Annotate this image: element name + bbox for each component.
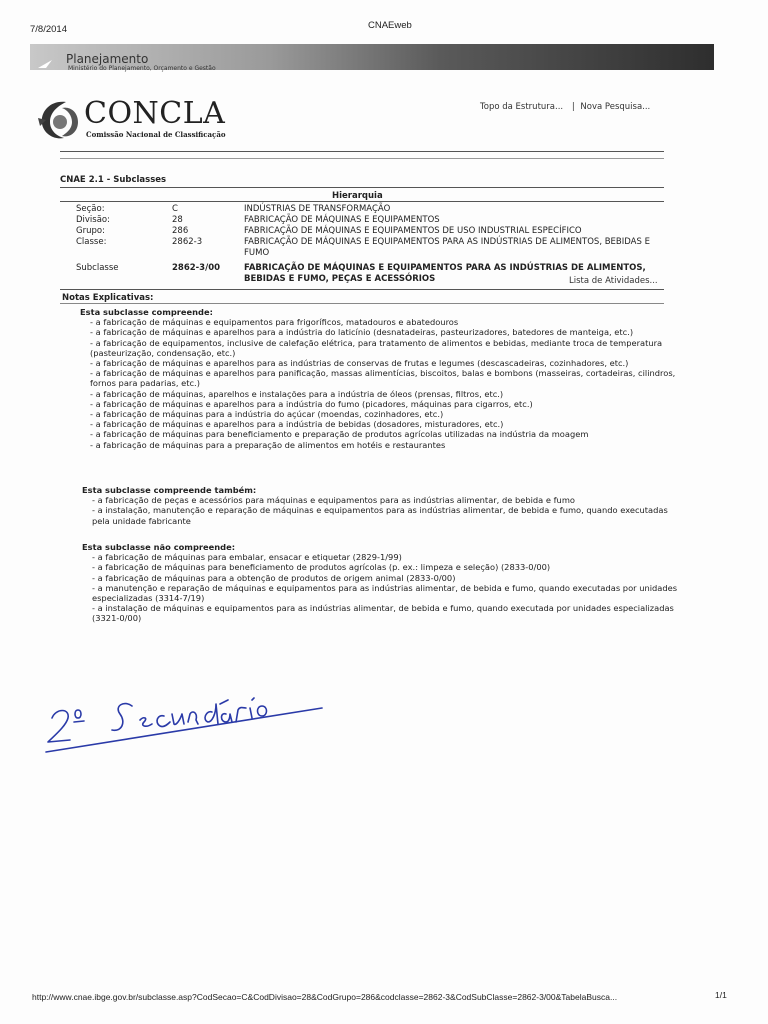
print-date: 7/8/2014 [30,24,67,35]
row-label: Subclasse [76,263,119,273]
row-label: Divisão: [76,215,110,225]
nav-separator: | [571,102,575,112]
also-includes-section [82,485,682,526]
row-description: FABRICAÇÃO DE MÁQUINAS E EQUIPAMENTOS PARA AS INDÚSTRIAS DE ALIMENTOS, BEBIDAS E FUMO, PEÇAS E ACESSÓRIOS [244,263,646,284]
top-of-structure-link[interactable]: Topo da Estrutura... [480,102,564,112]
includes-list [80,317,680,450]
handwritten-note [40,660,340,770]
row-description: FABRICAÇÃO DE MÁQUINAS E EQUIPAMENTOS PARA AS INDÚSTRIAS DE ALIMENTOS, BEBIDAS E FUMO [244,237,650,258]
list-item: - a fabricação de máquinas para a preparação de alimentos em hotéis e restaurantes [90,439,446,450]
list-item: - a instalação, manutenção e reparação de máquinas e equipamentos para as indústrias alimentar, de bebida e fumo, quando executadas pela unidade fabricante [92,505,668,526]
list-item: - a fabricação de máquinas, aparelhos e instalações para a indústria de óleos (prensas, filtros, etc.) [90,388,504,399]
concla-logo-icon [36,98,82,142]
row-code: 286 [172,226,189,236]
row-description: INDÚSTRIAS DE TRANSFORMAÇÃO [244,204,391,214]
logo-title: CONCLA [84,96,226,131]
excludes-list [82,552,682,623]
hierarchy-label: Hierarquia [332,191,383,201]
list-item: - a fabricação de máquinas e aparelhos para a indústria do fumo (picadores, máquinas para cigarros, etc.) [90,398,533,409]
notes-title: Notas Explicativas: [62,293,154,303]
list-item: - a fabricação de máquinas e aparelhos para as indústrias de conservas de frutas e legumes (descascadeiras, cozinhadores, etc.) [90,358,629,369]
list-item: - a fabricação de máquinas e aparelhos para a indústria de bebidas (dosadores, misturadores, etc.) [90,419,504,430]
banner-title: Planejamento [66,52,149,66]
list-item: - a fabricação de máquinas para beneficiamento de produtos agrícolas (p. ex.: limpeza e seleção) (2833-0/00) [92,562,551,573]
notes-top-rule [60,289,664,290]
includes-section [80,307,680,450]
row-code: 28 [172,215,183,225]
hierarchy-row-divisao [60,215,664,226]
header-divider [60,151,664,152]
list-item: - a fabricação de máquinas para beneficiamento e preparação de produtos agrícolas utilizadas na indústria da moagem [90,429,589,440]
header-divider-secondary [60,158,664,159]
excludes-heading: Esta subclasse não compreende: [82,542,236,552]
also-includes-heading: Esta subclasse compreende também: [82,485,257,495]
row-code: C [172,204,178,214]
list-item: - a fabricação de máquinas e aparelhos para panificação, massas alimentícias, biscoitos, balas e bombons (masseiras, cortadeiras, cilindros, fornos para padarias, etc.) [90,368,676,389]
row-code: 2862-3 [172,237,203,247]
list-item: - a fabricação de máquinas e equipamentos para frigoríficos, matadouros e abatedouros [90,317,459,328]
list-item: - a manutenção e reparação de máquinas e equipamentos para as indústrias alimentar, de bebida e fumo, quando executadas por unidades especializadas (3314-7/19) [92,582,678,604]
list-item: - a fabricação de máquinas para embalar, ensacar e etiquetar (2829-1/99) [92,552,402,563]
hierarchy-row-grupo [60,226,664,237]
list-item: - a fabricação de máquinas para a indústria do açúcar (moendas, cozinhadores, etc.) [90,409,444,420]
activities-list-link[interactable]: Lista de Atividades... [569,276,658,286]
row-label: Grupo: [76,226,105,236]
row-description: FABRICAÇÃO DE MÁQUINAS E EQUIPAMENTOS DE USO INDUSTRIAL ESPECÍFICO [244,226,582,236]
hierarchy-table [60,204,664,285]
excludes-section [82,542,682,624]
print-title: CNAEweb [368,20,412,31]
list-item: - a instalação de máquinas e equipamentos para as indústrias alimentar, de bebida e fumo, quando executada por unidades especializadas (3321-0/00) [92,603,674,624]
page-url: http://www.cnae.ibge.gov.br/subclasse.asp?CodSecao=C&CodDivisao=28&CodGrupo=286&codclasse=2862-3&CodSubClasse=2862-3/00&TabelaBusca... [32,992,618,1002]
includes-heading: Esta subclasse compreende: [80,307,213,317]
row-code: 2862-3/00 [172,263,221,273]
hierarchy-row-secao [60,204,664,215]
logo-subtitle: Comissão Nacional de Classificação [86,130,226,139]
hierarchy-header-rule [60,201,664,202]
section-title: CNAE 2.1 - Subclasses [60,175,167,185]
notes-rule [60,303,664,304]
page-number: 1/1 [715,990,727,1000]
list-item: - a fabricação de equipamentos, inclusive de calefação elétrica, para tratamento de alimentos e bebidas, mediante troca de temperatura (pasteurização, condensação, etc.) [90,337,663,358]
hierarchy-top-rule [60,187,664,188]
list-item: - a fabricação de peças e acessórios para máquinas e equipamentos para as indústrias alimentar, de bebida e fumo [92,495,575,506]
top-nav [480,102,650,112]
hierarchy-row-classe [60,237,664,259]
arrow-icon [38,60,52,68]
list-item: - a fabricação de máquinas e aparelhos para a indústria do laticínio (desnatadeiras, pasteurizadores, batedores de manteiga, etc.) [90,327,634,338]
also-includes-list [82,495,682,526]
list-item: - a fabricação de máquinas para a obtenção de produtos de origem animal (2833-0/00) [92,572,456,583]
row-description: FABRICAÇÃO DE MÁQUINAS E EQUIPAMENTOS [244,215,440,225]
row-label: Seção: [76,204,105,214]
new-search-link[interactable]: Nova Pesquisa... [580,102,651,112]
row-label: Classe: [76,237,107,247]
banner-subtitle: Ministério do Planejamento, Orçamento e Gestão [68,65,216,72]
